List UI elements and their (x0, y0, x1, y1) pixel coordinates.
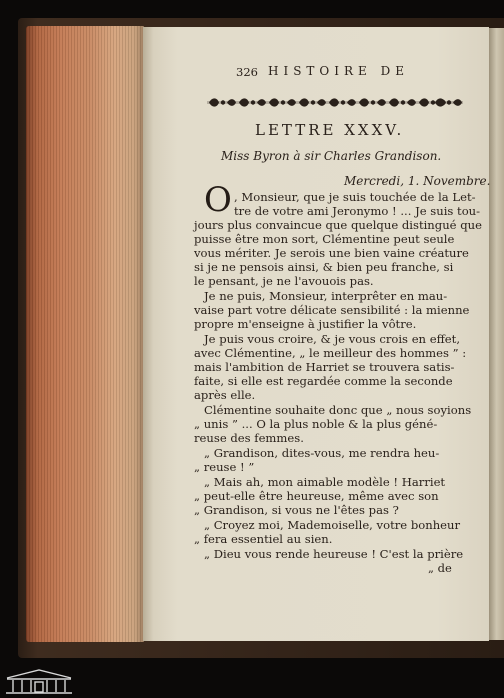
text-line: après elle. (194, 388, 256, 402)
facing-page-edge (489, 28, 504, 640)
text-line: jours plus convaincue que quelque distingué que (194, 218, 482, 232)
catchword: „ de (428, 561, 452, 575)
text-line: „ Mais ah, mon aimable modèle ! Harriet (204, 475, 446, 489)
text-line: , Monsieur, que je suis touchée de la Let- (234, 190, 476, 204)
page-number: 326 (236, 65, 258, 79)
text-line: „ unis ” ... O la plus noble & la plus géné- (194, 417, 438, 431)
text-line: „ peut-elle être heureuse, même avec son (194, 489, 439, 503)
letter-title: LETTRE XXXV. (255, 121, 405, 139)
dateline: Mercredi, 1. Novembre. (344, 174, 491, 188)
text-line: „ Dieu vous rende heureuse ! C'est la prière (204, 547, 464, 561)
text-line: „ Grandison, si vous ne l'êtes pas ? (194, 503, 399, 517)
text-line: Je ne puis, Monsieur, interprêter en mau- (204, 289, 448, 303)
text-line: Je puis vous croire, & je vous crois en effet, (204, 332, 461, 346)
text-line: tre de votre ami Jeronymo ! ... Je suis tou- (234, 204, 481, 218)
text-line: „ Croyez moi, Mademoiselle, votre bonheur (204, 518, 461, 532)
running-head: HISTOIRE DE (268, 64, 409, 78)
text-line: reuse des femmes. (194, 431, 304, 445)
text-line: le pensant, je ne l'avouois pas. (194, 274, 374, 288)
page-edges (26, 26, 144, 642)
text-line: vaise part votre délicate sensibilité : la mienne (194, 303, 470, 317)
text-line: Clémentine souhaite donc que „ nous soyions (204, 403, 472, 417)
text-line: si je ne pensois ainsi, & bien peu franche, si (194, 260, 454, 274)
text-line: vous mériter. Je serois une bien vaine créature (194, 246, 469, 260)
text-line: „ Grandison, dites-vous, me rendra heu- (204, 446, 440, 460)
text-line: „ reuse ! ” (194, 460, 255, 474)
library-logo-icon (4, 668, 74, 696)
text-line: puisse être mon sort, Clémentine peut seule (194, 232, 455, 246)
text-line: mais l'ambition de Harriet se trouvera satis- (194, 360, 455, 374)
text-line: „ fera essentiel au sien. (194, 532, 333, 546)
drop-cap: O (204, 180, 232, 220)
text-line: propre m'enseigne à justifier la vôtre. (194, 317, 417, 331)
text-line: avec Clémentine, „ le meilleur des hommes ” : (194, 346, 467, 360)
ornament-band-icon (207, 96, 463, 109)
text-line: faite, si elle est regardée comme la seconde (194, 374, 453, 388)
letter-subtitle: Miss Byron à sir Charles Grandison. (221, 149, 442, 163)
